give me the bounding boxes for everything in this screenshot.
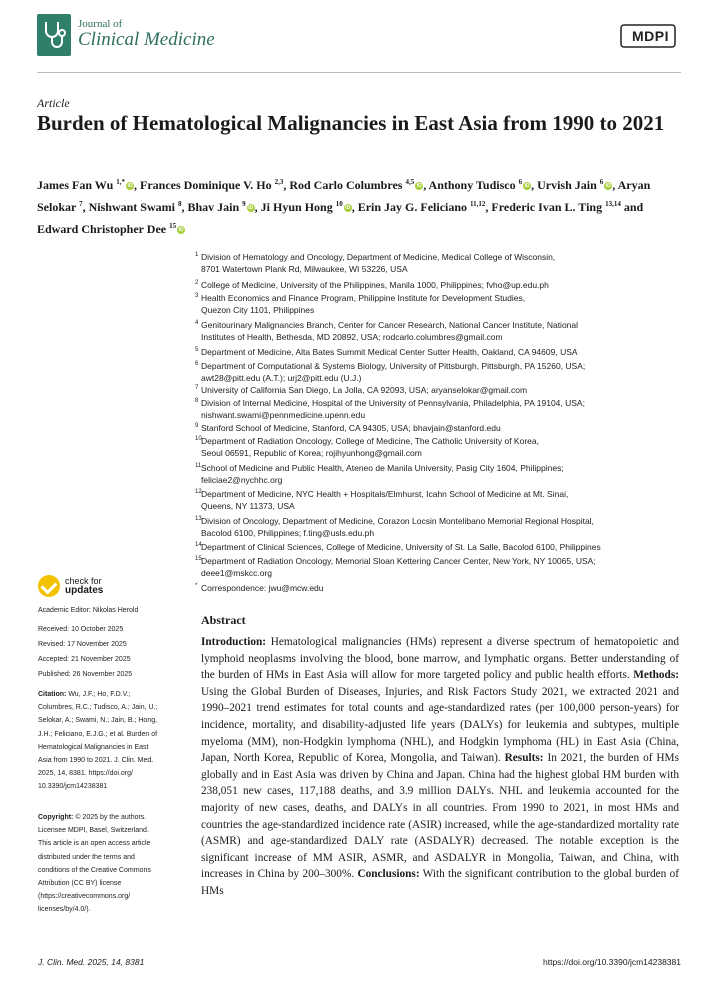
abstract-segment: With the significant contribution to the global burden of HMs — [201, 868, 679, 897]
affiliation-line: Department of Computational & Systems Biology, University of Pittsburgh, Pittsburgh, PA 15260, USA; — [201, 361, 586, 371]
copyright-block — [38, 811, 188, 917]
journal-prefix: Journal of — [78, 18, 123, 30]
affiliation-number: 2 — [195, 280, 199, 286]
affiliation-number: 14 — [195, 542, 202, 548]
affiliation-item — [195, 252, 679, 275]
author-affiliation-sup: 9 — [242, 200, 246, 208]
abstract-section-label: Results: — [504, 752, 544, 765]
affiliation-line: Division of Hematology and Oncology, Department of Medicine, Medical College of Wisconsin, — [201, 252, 556, 262]
footer-citation: J. Clin. Med. 2025, 14, 8381 — [38, 957, 145, 967]
affiliation-line: College of Medicine, University of the Philippines, Manila 1000, Philippines; fvho@up.edu.ph — [201, 280, 549, 290]
affiliation-item — [195, 423, 679, 435]
affiliation-number: 1 — [195, 252, 199, 258]
affiliation-line: School of Medicine and Public Health, Ateneo de Manila University, Pasig City 1604, Philippines; — [201, 463, 564, 473]
author-name[interactable]: Urvish Jain $^6$ — [537, 178, 604, 192]
orcid-icon[interactable]: iD — [248, 205, 254, 212]
affiliation-line: Seoul 06591, Republic of Korea; rojihyunhong@gmail.com — [201, 447, 422, 458]
author-name[interactable]: Frederic Ivan L. Ting $^{13,14}$ — [491, 200, 621, 214]
sidebar-line: J.H.; Feliciano, E.J.G.; et al. Burden of — [38, 730, 158, 738]
affiliation-number: 7 — [195, 385, 199, 391]
affiliation-item — [195, 556, 679, 579]
author-list: James Fan Wu $^{1,*}$iD , Frances Dominique V. Ho $^{2,3}$, Rod Carlo Columbres $^{4,5}$iD , Anthony Tudisco $^6$iD , Urvish Jain $^6$iD , Aryan Selokar $^7$, Nishwant Swami $^8$, Bhav Jain $^9$iD , Ji Hyun Hong $^{10}$iD , Erin Jay G. Feliciano $^{11,12}$, Frederic Ivan L. Ting $^{13,14}$ and Edward Christopher Dee $^{15}$iD — [37, 178, 651, 236]
author-name[interactable]: Anthony Tudisco $^6$ — [428, 178, 523, 192]
published-date: Published: 26 November 2025 — [38, 671, 133, 678]
author-name[interactable]: Bhav Jain $^9$ — [187, 200, 246, 214]
affiliation-line: Division of Oncology, Department of Medicine, Corazon Locsin Montelibano Memorial Regional Hospital, — [201, 516, 594, 526]
stethoscope-icon — [41, 20, 67, 50]
abstract-segment: Hematological malignancies (HMs) represent a diverse spectrum of hematopoietic and lymphoid neoplasms involving the blood, bone marrow, and lymphatic organs. Better understanding of the burden of HMs in East Asia will allow for more targeted policy and public health efforts. — [201, 636, 679, 682]
affiliation-item — [195, 347, 679, 359]
affiliation-line: feliciae2@nychhc.org — [201, 474, 283, 485]
author-name[interactable]: Rod Carlo Columbres $^{4,5}$ — [289, 178, 415, 192]
sidebar-label: Copyright: — [38, 814, 76, 821]
accepted-date: Accepted: 21 November 2025 — [38, 656, 131, 663]
abstract-text — [201, 634, 679, 900]
affiliation-item — [195, 463, 679, 486]
affiliation-item — [195, 280, 679, 292]
affiliation-line: awt28@pitt.edu (A.T.); urj2@pitt.edu (U.J.) — [201, 372, 362, 383]
orcid-icon[interactable]: iD — [178, 227, 184, 234]
affiliation-number: 8 — [195, 398, 199, 404]
received-date: Received: 10 October 2025 — [38, 626, 124, 633]
affiliation-item — [195, 583, 679, 595]
check-line-1: check for — [65, 576, 102, 586]
author-affiliation-sup: 6 — [518, 178, 523, 186]
affiliation-line: deee1@mskcc.org — [201, 567, 272, 578]
affiliation-line: Quezon City 1101, Philippines — [201, 304, 315, 315]
affiliation-number: 3 — [195, 293, 199, 299]
affiliation-item — [195, 542, 679, 554]
sidebar-line: Citation: Wu, J.F.; Ho, F.D.V.; — [38, 691, 131, 698]
affiliation-line: 8701 Watertown Plank Rd, Milwaukee, WI 53226, USA — [201, 263, 408, 274]
affiliation-line: Health Economics and Finance Program, Philippine Institute for Development Studies, — [201, 293, 526, 303]
sidebar-line: This article is an open access article — [38, 840, 151, 848]
sidebar-line: Hematological Malignancies in East — [38, 743, 149, 751]
author-name[interactable]: Nishwant Swami $^8$ — [88, 200, 182, 214]
affiliation-line: Correspondence: jwu@mcw.edu — [201, 583, 324, 593]
affiliation-line: Department of Radiation Oncology, Memorial Sloan Kettering Cancer Center, New York, NY 10065, USA; — [201, 556, 596, 566]
affiliation-line: Division of Internal Medicine, Hospital of the University of Pennsylvania, Philadelphia, PA 19104, USA; — [201, 398, 585, 408]
affiliation-item — [195, 320, 679, 343]
affiliation-item — [195, 385, 679, 397]
affiliation-item — [195, 489, 679, 512]
author-affiliation-sup: 10 — [335, 200, 343, 208]
abstract-segment: In 2021, the burden of HMs globally and in East Asia was driven by China and Japan. China had the highest global HM burden with 238,051 new cases, 117,188 deaths, and 3.9 million DALYs. NHL and leukemia accounted for the majority of new cases, deaths, and DALYs in all countries. From 1990 to 2021, in most HMs and countries the age-standardized incidence rate (ASIR) increased, while the age-standardized mortality rate (ASMR) and age-standardized DALY rate (ASDALYR) decreased. The notable exception is the significant increase of MM ASIR, ASMR, and ASDALYR in Mongolia, Taiwan, and China, with increases in China by 200–300%. — [201, 752, 679, 881]
sidebar-line: licenses/by/4.0/). — [38, 906, 91, 914]
affiliation-line: Stanford School of Medicine, Stanford, CA 94305, USA; bhavjain@stanford.edu — [201, 423, 501, 433]
affiliation-item — [195, 361, 679, 384]
journal-logo — [37, 14, 71, 56]
publisher-name: MDPI — [632, 28, 669, 44]
author-name[interactable]: Edward Christopher Dee $^{15}$ — [37, 222, 177, 236]
author-name[interactable]: Erin Jay G. Feliciano $^{11,12}$ — [357, 200, 486, 214]
author-affiliation-sup: 4,5 — [405, 178, 415, 186]
sidebar-line: conditions of the Creative Commons — [38, 866, 151, 874]
sidebar-line: Asia from 1990 to 2021. J. Clin. Med. — [38, 757, 154, 765]
affiliation-line: Genitourinary Malignancies Branch, Center for Cancer Research, National Cancer Institute, National — [201, 320, 579, 330]
orcid-icon[interactable]: iD — [524, 183, 530, 190]
sidebar-line: 10.3390/jcm14238381 — [38, 783, 108, 791]
revised-date: Revised: 17 November 2025 — [38, 641, 127, 648]
orcid-icon[interactable]: iD — [127, 183, 133, 190]
check-for-updates-label[interactable] — [65, 576, 103, 596]
affiliation-line: Queens, NY 11373, USA — [201, 500, 295, 511]
affiliation-number: 15 — [195, 556, 202, 562]
affiliation-number: * — [195, 583, 198, 589]
academic-editor: Academic Editor: Nikolas Herold — [38, 607, 139, 614]
affiliation-item — [195, 398, 679, 421]
sidebar-line: 2025, 14, 8381. https://doi.org/ — [38, 770, 133, 778]
abstract-section-label: Methods: — [633, 669, 679, 682]
sidebar-line: Copyright: © 2025 by the authors. — [38, 814, 147, 821]
sidebar-line: Selokar, A.; Swami, N.; Jain, B.; Hong, — [38, 717, 158, 725]
author-name[interactable]: Aryan Selokar $^7$ — [37, 178, 651, 214]
affiliation-item — [195, 293, 679, 316]
affiliation-line: Department of Medicine, NYC Health + Hospitals/Elmhurst, Icahn School of Medicine at Mt. Sinai, — [201, 489, 569, 499]
orcid-icon[interactable]: iD — [605, 183, 611, 190]
author-name[interactable]: Ji Hyun Hong $^{10}$ — [260, 200, 343, 214]
article-type: Article — [37, 96, 70, 110]
affiliation-line: nishwant.swami@pennmedicine.upenn.edu — [201, 409, 366, 420]
citation-block — [38, 688, 188, 794]
sidebar-line: Attribution (CC BY) license — [38, 880, 122, 888]
footer-doi-link[interactable]: https://doi.org/10.3390/jcm14238381 — [543, 957, 681, 967]
affiliation-number: 11 — [195, 463, 202, 469]
abstract-section-label: Conclusions: — [357, 868, 420, 881]
affiliation-item — [195, 516, 679, 539]
affiliation-line: Bacolod 6100, Philippines; f.ting@usls.edu.ph — [201, 527, 375, 538]
affiliation-number: 9 — [195, 423, 199, 429]
author-affiliation-sup: 11,12 — [470, 200, 486, 208]
check-for-updates-icon[interactable] — [38, 575, 60, 597]
author-affiliation-sup: 2,3 — [274, 178, 284, 186]
sidebar-line: (https://creativecommons.org/ — [38, 893, 131, 901]
author-affiliation-sup: 6 — [599, 178, 604, 186]
author-affiliation-sup: 13,14 — [605, 200, 621, 208]
abstract-section-label: Introduction: — [201, 636, 267, 648]
author-affiliation-sup: 1,* — [116, 178, 125, 186]
affiliation-line: Department of Radiation Oncology, College of Medicine, The Catholic University of Korea, — [201, 436, 539, 446]
check-line-2: updates — [65, 585, 104, 596]
paper-title: Burden of Hematological Malignancies in East Asia from 1990 to 2021 — [37, 111, 665, 135]
journal-name: Clinical Medicine — [78, 29, 215, 50]
orcid-icon[interactable]: iD — [416, 183, 422, 190]
affiliation-line: Department of Medicine, Alta Bates Summit Medical Center Sutter Health, Oakland, CA 94609, USA — [201, 347, 578, 357]
sidebar-line: Columbres, R.C.; Tudisco, A.; Jain, U.; — [38, 704, 158, 712]
affiliation-number: 6 — [195, 361, 199, 367]
affiliation-line: University of California San Diego, La Jolla, CA 92093, USA; aryanselokar@gmail.com — [201, 385, 528, 395]
header-divider — [37, 72, 681, 73]
sidebar-line: distributed under the terms and — [38, 853, 135, 861]
affiliation-number: 4 — [195, 320, 199, 326]
orcid-icon[interactable]: iD — [345, 205, 351, 212]
author-name[interactable]: James Fan Wu $^{1,*}$ — [37, 178, 125, 192]
affiliation-number: 5 — [195, 347, 199, 353]
abstract-heading: Abstract — [201, 613, 246, 627]
author-affiliation-sup: 8 — [177, 200, 182, 208]
affiliation-number: 12 — [195, 489, 202, 495]
sidebar-line: Licensee MDPI, Basel, Switzerland. — [38, 827, 149, 835]
affiliation-item — [195, 436, 679, 459]
author-name[interactable]: Frances Dominique V. Ho $^{2,3}$ — [140, 178, 284, 192]
author-affiliation-sup: 15 — [169, 222, 177, 230]
affiliation-number: 10 — [195, 436, 202, 442]
affiliation-line: Institutes of Health, Bethesda, MD 20892, USA; rodcarlo.columbres@gmail.com — [201, 331, 503, 342]
affiliation-number: 13 — [195, 516, 202, 522]
abstract-segment: Using the Global Burden of Diseases, Injuries, and Risk Factors Study 2021, we extracted 2021 and 1990–2021 trend estimates for total counts and age-standardized rates (per 100,000 person-years) for incidence, mortality, and disability-adjusted life years (DALYs) for leukemia and subtypes, multiple myeloma (MM), non-Hodgkin lymphoma (NHL), and Hodgkin lymphoma (HL) in East Asia (China, Japan, North Korea, Republic of Korea, Mongolia, and Taiwan). — [201, 685, 679, 765]
author-affiliation-sup: 7 — [79, 200, 83, 208]
sidebar-label: Citation: — [38, 691, 69, 698]
affiliation-line: Department of Clinical Sciences, College of Medicine, University of St. La Salle, Bacolod 6100, Philippines — [201, 542, 601, 552]
